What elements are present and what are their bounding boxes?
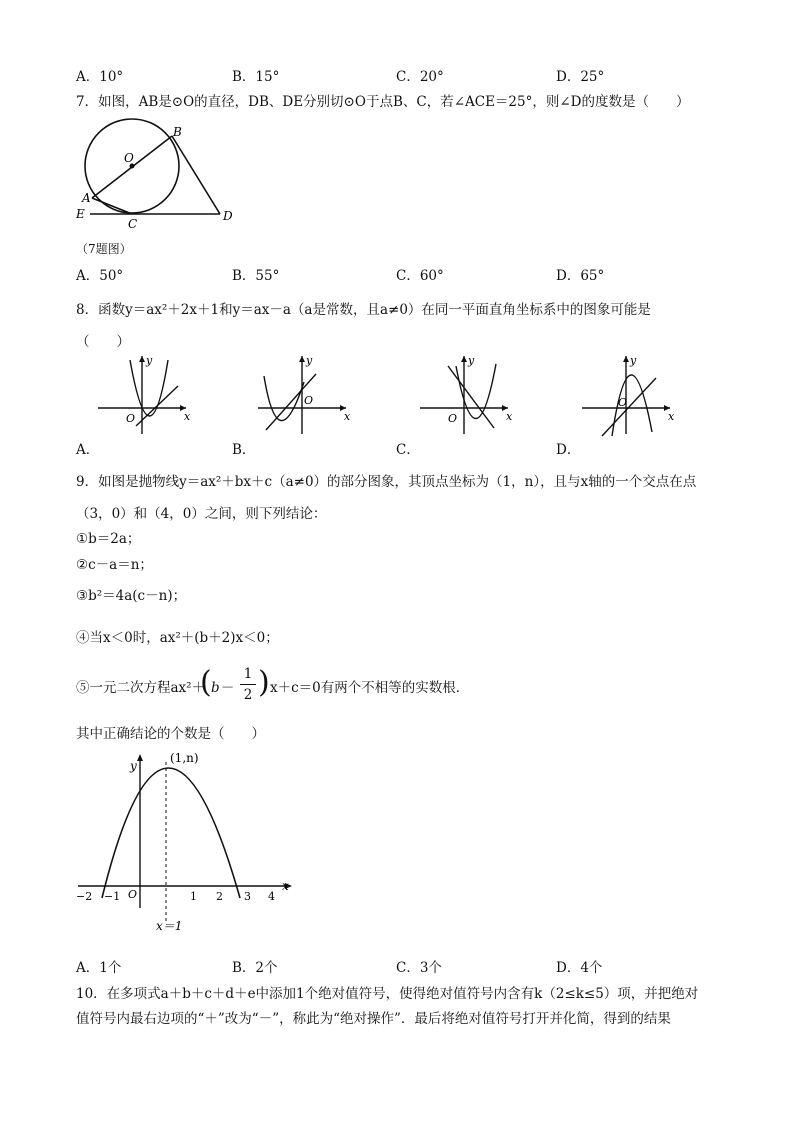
- q8d-parabola: [612, 375, 652, 436]
- q8b-axis-x: x: [344, 410, 351, 423]
- q9-vertex-label: (1,n): [170, 751, 199, 765]
- q7-option-b: B．55°: [232, 268, 280, 284]
- q8b-axis-y: y: [306, 354, 313, 367]
- q9-c5-den: 2: [243, 687, 253, 703]
- q9-stem-line1: 9．如图是抛物线y＝ax²＋bx＋c（a≠0）的部分图象，其顶点坐标为（1，n），且与x轴的一个交点在点: [76, 474, 697, 490]
- q7-option-c: C．60°: [396, 268, 444, 284]
- q7-tangent-bd: [172, 136, 220, 214]
- q8d-axis-x: x: [668, 410, 675, 423]
- q9-axis-y-label: y: [130, 759, 137, 773]
- q9-c5-post: x＋c＝0有两个不相等的实数根．: [270, 680, 470, 696]
- q9-tick: 3: [244, 890, 251, 903]
- q6-option-a: A．10°: [76, 69, 124, 85]
- q9-sym-label: x＝1: [156, 919, 183, 933]
- q7-label-b: B: [173, 125, 182, 139]
- q8d-origin: O: [618, 396, 628, 409]
- q8-graph-d: [580, 352, 676, 437]
- q8c-parabola: [456, 364, 496, 419]
- q7-label-c: C: [128, 217, 138, 231]
- q9-parabola: [102, 768, 240, 898]
- q9-option-a: A．1个: [76, 960, 122, 976]
- q8a-axis-y: y: [146, 354, 153, 367]
- q9-c5-num: 1: [243, 666, 253, 682]
- q9-tick: 4: [268, 890, 275, 903]
- q8c-origin: O: [448, 412, 458, 425]
- q7-stem: 7．如图，AB是⊙O的直径，DB、DE分别切⊙O于点B、C，若∠ACE＝25°，则∠D的度数是（ ）: [76, 94, 690, 110]
- q9-tick: 1: [190, 890, 197, 903]
- q8c-axis-y: y: [468, 354, 475, 367]
- q7-option-a: A．50°: [76, 268, 124, 284]
- q9-conclusion-2: ②c－a＝n；: [76, 557, 153, 573]
- q8c-axis-x: x: [506, 410, 513, 423]
- q9-graph: [72, 748, 300, 938]
- q8-paren: （ ）: [76, 334, 130, 350]
- q9-tick: −2: [76, 890, 93, 903]
- q9-axis-x-label: x: [282, 879, 289, 893]
- q8a-origin: O: [126, 412, 136, 425]
- q9-c5-pre: ⑤一元二次方程ax²＋: [76, 680, 206, 696]
- q9-origin: O: [128, 888, 138, 901]
- q8b-parabola: [264, 376, 304, 421]
- q9-conclusion-4: ④当x＜0时，ax²＋(b＋2)x＜0；: [76, 630, 279, 646]
- q8-option-a: A．: [76, 442, 100, 458]
- q8-graph-b: [256, 352, 352, 437]
- q8d-line: [602, 378, 656, 436]
- q9-option-b: B．2个: [232, 960, 278, 976]
- q9-c5-rparen: ): [258, 665, 270, 700]
- q9-conclusion-3: ③b²＝4a(c－n)；: [76, 588, 187, 604]
- q8-graph-a: [96, 352, 192, 437]
- q6-option-d: D．25°: [556, 69, 605, 85]
- q8-graph-c: [418, 352, 514, 437]
- q9-option-d: D．4个: [556, 960, 603, 976]
- q8b-origin: O: [304, 394, 314, 407]
- q8a-axis-x: x: [184, 410, 191, 423]
- q7-label-a: A: [82, 191, 91, 205]
- q7-label-o: O: [124, 151, 134, 165]
- q7-figure-caption: （7题图）: [76, 242, 132, 256]
- q9-tick: 2: [216, 890, 223, 903]
- q7-chord-ac: [92, 198, 132, 214]
- q9-stem-line2: （3，0）和（4，0）之间，则下列结论：: [76, 506, 327, 522]
- q7-figure: [74, 118, 244, 233]
- q8-option-d: D．: [556, 442, 581, 458]
- q9-option-c: C．3个: [396, 960, 442, 976]
- q7-option-d: D．65°: [556, 268, 605, 284]
- q8-stem: 8．函数y＝ax²＋2x＋1和y＝ax－a（a是常数，且a≠0）在同一平面直角坐标系中的图象可能是: [76, 302, 651, 318]
- q7-label-d: D: [223, 209, 233, 223]
- q9-ticks: [76, 890, 275, 903]
- q9-c5-lparen: (: [200, 665, 212, 700]
- q10-line1: 10．在多项式a＋b＋c＋d＋e中添加1个绝对值符号，使得绝对值符号内含有k（2≤k≤5）项，并把绝对: [76, 986, 699, 1002]
- q8-option-c: C．: [396, 442, 420, 458]
- q9-c5-b: b－: [211, 680, 234, 696]
- q7-label-e: E: [76, 207, 85, 221]
- q9-c5-fraction-bar: [240, 684, 256, 685]
- q8-option-b: B．: [232, 442, 256, 458]
- q10-line2: 值符号内最右边项的“＋”改为“－”，称此为“绝对操作”．最后将绝对值符号打开并化简，得到的结果: [76, 1011, 671, 1027]
- q9-tick: −1: [104, 890, 121, 903]
- q8d-axis-y: y: [630, 354, 637, 367]
- q6-option-b: B．15°: [232, 69, 280, 85]
- q9-conclusion-1: ①b＝2a；: [76, 531, 141, 547]
- q9-question: 其中正确结论的个数是（ ）: [76, 726, 265, 742]
- q6-option-c: C．20°: [396, 69, 444, 85]
